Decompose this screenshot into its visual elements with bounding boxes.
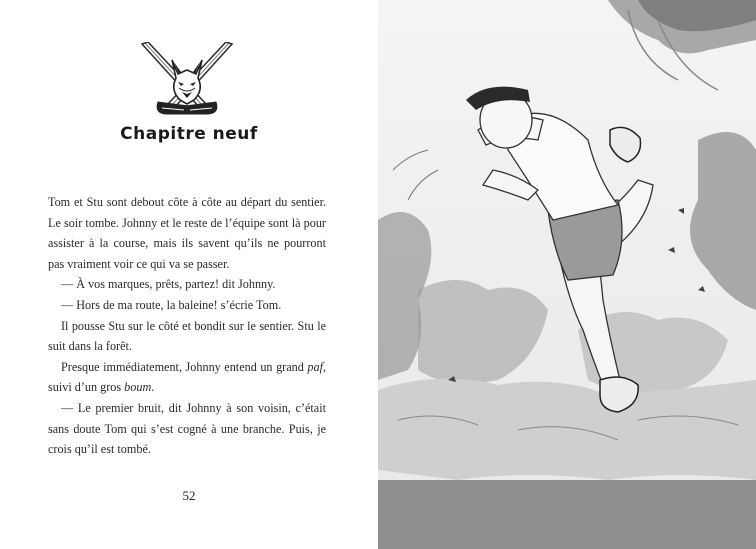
sound-word: boum: [124, 380, 152, 395]
right-page: [378, 0, 756, 549]
paragraph: — À vos marques, prêts, partez! dit Johnny.: [61, 277, 276, 292]
paragraph: Il pousse Stu sur le côté et bondit sur le sentier. Stu le suit dans la forêt.: [48, 318, 326, 354]
sound-word: paf: [307, 359, 323, 374]
wolf-hockey-emblem-icon: [134, 42, 240, 116]
running-boy-illustration: [378, 0, 756, 549]
paragraph: [48, 357, 326, 398]
paragraph-text: Presque immédiatement, Johnny entend un grand: [61, 359, 308, 374]
paragraph: Tom et Stu sont debout côte à côte au départ du sentier. Le soir tombe. Johnny et le reste de l’équipe sont là pour assister à la course, mais ils savent qu’ils ne pourront pas vraiment voir ce qui va se passer.: [48, 195, 326, 271]
page-number: 52: [182, 488, 196, 503]
paragraph-text: .: [151, 380, 155, 395]
paragraph: — Le premier bruit, dit Johnny à son voisin, c’était sans doute Tom qui s’est cogné à une branche. Puis, je crois qu’il est tombé.: [48, 400, 326, 457]
chapter-title: Chapitre neuf: [120, 124, 258, 144]
paragraph-text: , suivi d’un gros: [48, 359, 326, 395]
paragraph: — Hors de ma route, la baleine! s’écrie Tom.: [61, 297, 282, 312]
body-text: [48, 192, 326, 460]
